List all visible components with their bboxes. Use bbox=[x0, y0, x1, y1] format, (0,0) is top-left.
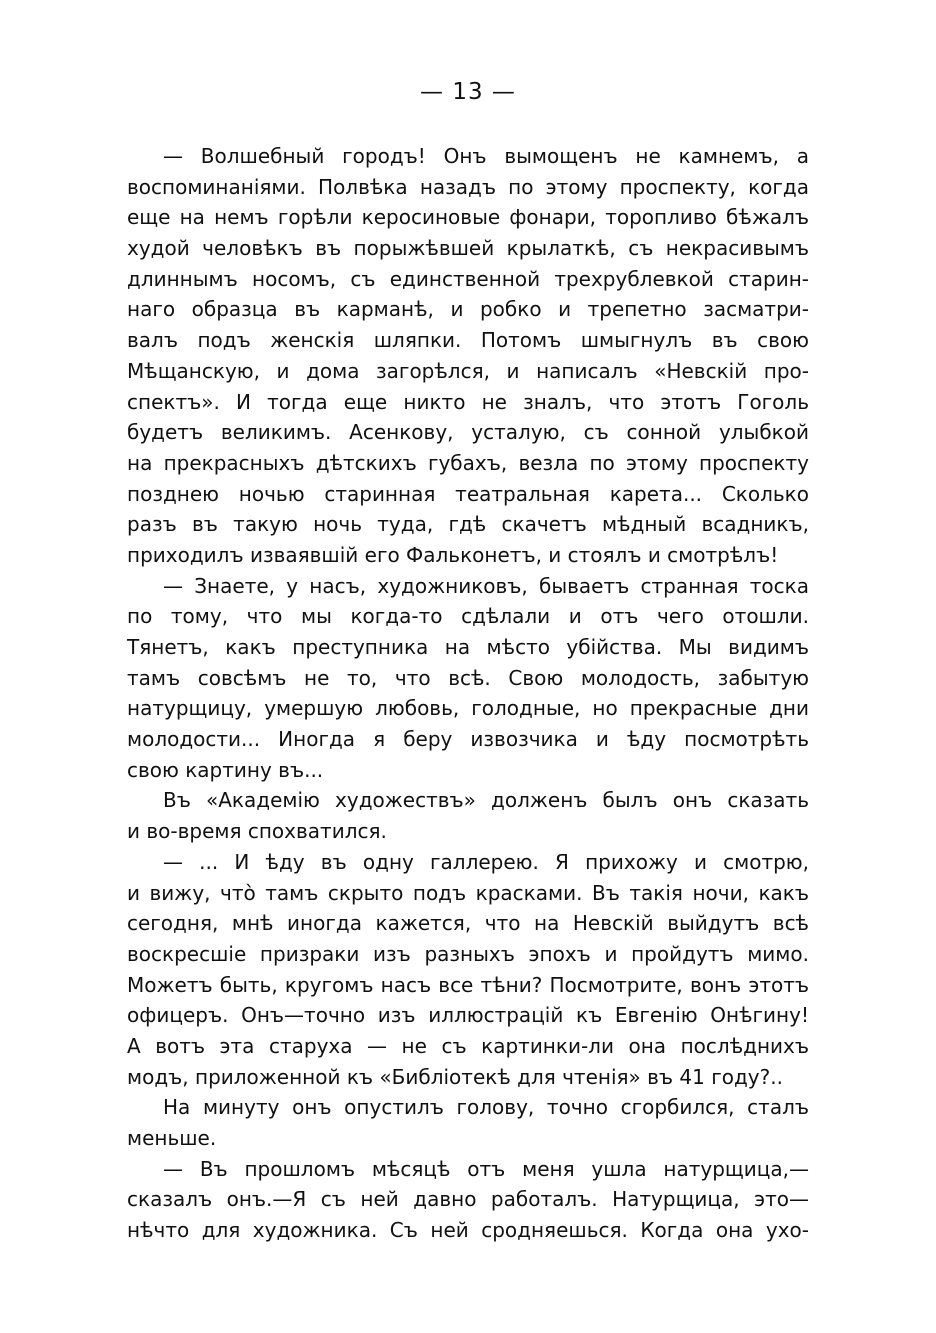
text-line: на прекрасныхъ дѣтскихъ губахъ, везла по этому проспекту bbox=[127, 450, 809, 475]
text-line: и во-время спохватился. bbox=[127, 819, 387, 844]
text-line: Мѣщанскую, и дома загорѣлся, и написалъ «Невскій про- bbox=[127, 358, 809, 383]
text-line: — ... И ѣду въ одну галлерею. Я прихожу и смотрю, bbox=[163, 849, 809, 874]
text-line: молодости... Иногда я беру извозчика и ѣду посмотрѣть bbox=[127, 727, 809, 752]
text-line: разъ въ такую ночь туда, гдѣ скачетъ мѣдный всадникъ, bbox=[127, 512, 809, 537]
text-line: спектъ». И тогда еще никто не зналъ, что этотъ Гоголь bbox=[127, 389, 809, 414]
text-line: будетъ великимъ. Асенкову, усталую, съ сонной улыбкой bbox=[127, 420, 809, 445]
text-line: — Волшебный городъ! Онъ вымощенъ не камнемъ, а bbox=[163, 144, 809, 168]
text-line: — Знаете, у насъ, художниковъ, бываетъ странная тоска bbox=[163, 573, 809, 598]
text-line: воскресшіе призраки изъ разныхъ эпохъ и пройдутъ мимо. bbox=[127, 941, 809, 966]
text-line: Въ «Академію художествъ» долженъ былъ онъ сказать bbox=[163, 788, 809, 813]
body-text bbox=[127, 141, 809, 1246]
text-line: по тому, что мы когда-то сдѣлали и отъ чего отошли. bbox=[127, 604, 809, 629]
text-line: приходилъ изваявшій его Фальконетъ, и стоялъ и смотрѣлъ! bbox=[127, 542, 779, 567]
text-line: тамъ совсѣмъ не то, что всѣ. Свою молодость, забытую bbox=[127, 665, 809, 690]
text-line: позднею ночью старинная театральная карета... Сколько bbox=[127, 481, 809, 506]
text-line: нѣчто для художника. Съ ней сродняешься. Когда она ухо- bbox=[127, 1218, 809, 1243]
text-line: Можетъ быть, кругомъ насъ все тѣни? Посмотрите, вонъ этотъ bbox=[127, 972, 809, 997]
text-line: — Въ прошломъ мѣсяцѣ отъ меня ушла натурщица,— bbox=[163, 1156, 809, 1181]
text-line: сегодня, мнѣ иногда кажется, что на Невскій выйдутъ всѣ bbox=[127, 911, 809, 936]
text-line: еще на немъ горѣли керосиновые фонари, торопливо бѣжалъ bbox=[127, 205, 809, 230]
text-line: натурщицу, умершую любовь, голодные, но прекрасные дни bbox=[127, 696, 809, 721]
text-line: На минуту онъ опустилъ голову, точно сгорбился, сталъ bbox=[163, 1095, 809, 1120]
text-line: сказалъ онъ.—Я съ ней давно работалъ. Натурщица, это— bbox=[127, 1187, 809, 1212]
text-line: меньше. bbox=[127, 1126, 217, 1150]
text-line: А вотъ эта старуха — не съ картинки-ли она послѣднихъ bbox=[127, 1033, 809, 1058]
text-line: свою картину въ... bbox=[127, 757, 324, 782]
text-line: воспоминаніями. Полвѣка назадъ по этому проспекту, когда bbox=[127, 174, 809, 199]
text-line: офицеръ. Онъ—точно изъ иллюстрацій къ Евгенію Онѣгину! bbox=[127, 1003, 809, 1028]
page-number: — 13 — bbox=[420, 79, 516, 105]
text-line: наго образца въ карманѣ, и робко и трепетно засматри- bbox=[127, 297, 809, 322]
text-line: длиннымъ носомъ, съ единственной трехрублевкой старин- bbox=[127, 266, 809, 291]
text-line: валъ подъ женскія шляпки. Потомъ шмыгнулъ въ свою bbox=[127, 328, 809, 353]
text-line: и вижу, что̀ тамъ скрыто подъ красками. Въ такія ночи, какъ bbox=[127, 880, 809, 905]
text-line: модъ, приложенной къ «Библіотекѣ для чтенія» въ 41 году?.. bbox=[127, 1064, 783, 1089]
text-line: худой человѣкъ въ порыжѣвшей крылаткѣ, съ некрасивымъ bbox=[127, 236, 809, 261]
text-line: Тянетъ, какъ преступника на мѣсто убійства. Мы видимъ bbox=[127, 635, 809, 659]
